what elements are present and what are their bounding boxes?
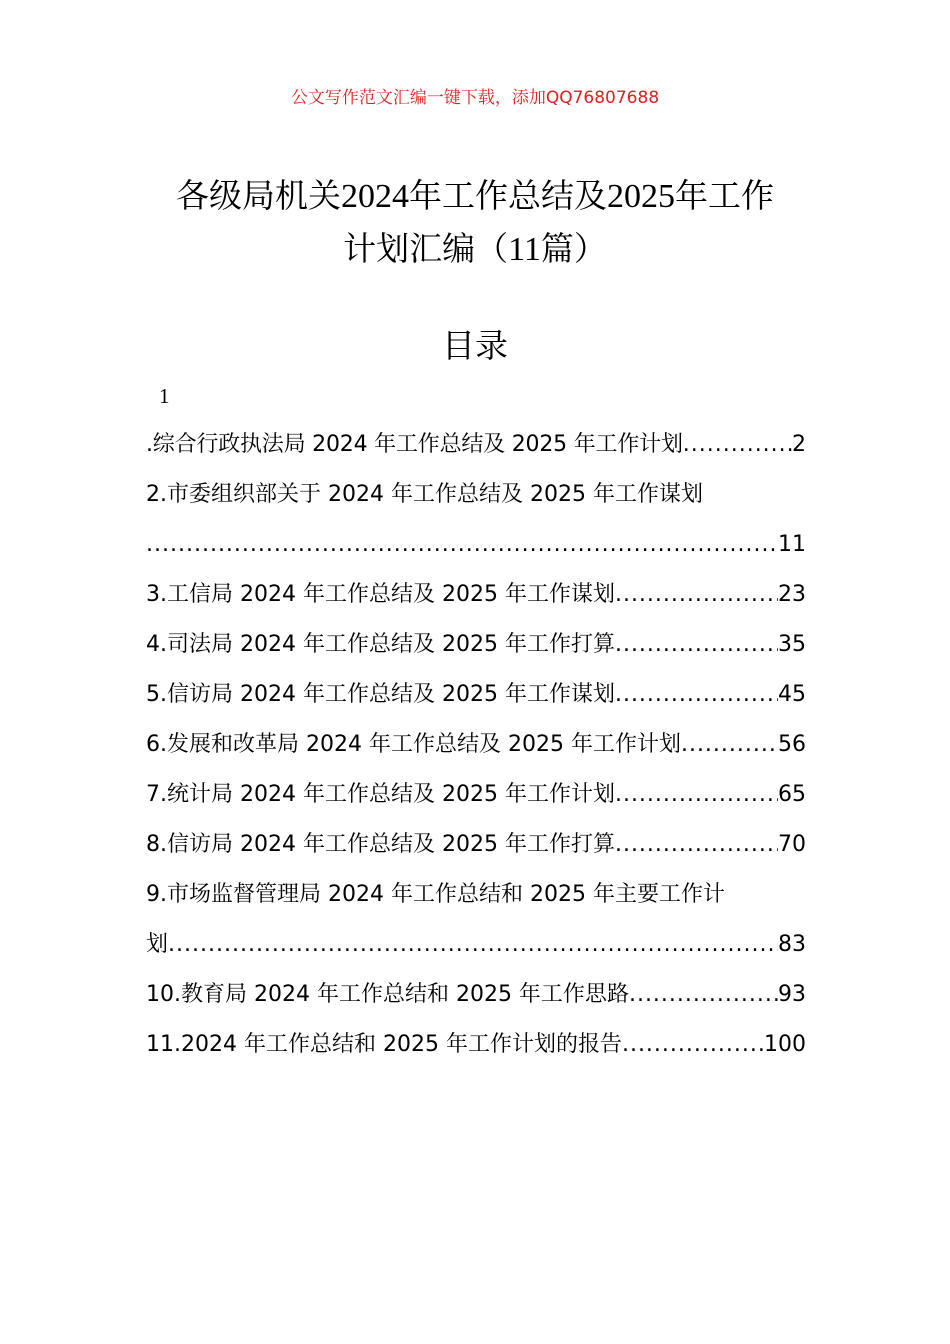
toc-entry[interactable] xyxy=(146,770,806,820)
toc-leader xyxy=(168,920,778,970)
toc-entry-title: 6.发展和改革局 2024 年工作总结及 2025 年工作计划 xyxy=(146,732,681,757)
toc-entry-continuation[interactable] xyxy=(146,520,806,570)
toc-entry-page: 11 xyxy=(778,532,806,557)
title-year: 2024 xyxy=(341,178,409,215)
toc-entry-page: 65 xyxy=(778,782,806,807)
download-banner[interactable]: 公文写作范文汇编一键下载，添加QQ76807688 xyxy=(290,88,660,108)
toc-entry-title: 10.教育局 2024 年工作总结和 2025 年工作思路 xyxy=(146,982,629,1007)
toc-entry[interactable] xyxy=(146,620,806,670)
toc-entry-title: 7.统计局 2024 年工作总结及 2025 年工作计划 xyxy=(146,782,615,807)
toc-entry-title: 5.信访局 2024 年工作总结及 2025 年工作谋划 xyxy=(146,682,615,707)
toc-leader xyxy=(615,820,778,870)
title-line-2 xyxy=(0,223,950,276)
toc-entry-title: 3.工信局 2024 年工作总结及 2025 年工作谋划 xyxy=(146,582,615,607)
toc-leader xyxy=(629,970,778,1020)
toc-leader xyxy=(683,420,792,470)
title-text: 篇） xyxy=(540,229,607,268)
toc-entry-page: 45 xyxy=(778,682,806,707)
toc-entry[interactable] xyxy=(146,570,806,620)
toc-leader xyxy=(615,670,778,720)
toc-entry-page: 35 xyxy=(778,632,806,657)
toc-entry-page: 56 xyxy=(778,732,806,757)
toc-entry-title: 4.司法局 2024 年工作总结及 2025 年工作打算 xyxy=(146,632,615,657)
title-line-1 xyxy=(0,170,950,223)
toc-entry[interactable] xyxy=(146,470,806,520)
title-text: 各级局机关 xyxy=(176,176,341,215)
title-count: 11 xyxy=(508,231,541,268)
toc-entry-page: 93 xyxy=(778,982,806,1007)
toc-entry[interactable] xyxy=(146,820,806,870)
toc-entry[interactable] xyxy=(146,870,806,920)
toc-entry[interactable] xyxy=(146,420,806,470)
toc-leader xyxy=(615,770,778,820)
table-of-contents xyxy=(146,420,806,1070)
toc-leader xyxy=(615,620,778,670)
toc-leader xyxy=(615,570,778,620)
toc-entry-page: 83 xyxy=(778,932,806,957)
toc-entry-title: 2.市委组织部关于 2024 年工作总结及 2025 年工作谋划 xyxy=(146,482,703,507)
toc-entry-title: 9.市场监督管理局 2024 年工作总结和 2025 年主要工作计 xyxy=(146,882,725,907)
toc-entry-title: 8.信访局 2024 年工作总结及 2025 年工作打算 xyxy=(146,832,615,857)
toc-entry-continuation[interactable] xyxy=(146,920,806,970)
toc-entry-title: 11.2024 年工作总结和 2025 年工作计划的报告 xyxy=(146,1032,622,1057)
toc-heading: 目录 xyxy=(442,326,508,365)
title-text: 计划汇编（ xyxy=(343,229,509,268)
toc-leader xyxy=(681,720,778,770)
toc-entry-title: .综合行政执法局 2024 年工作总结及 2025 年工作计划 xyxy=(146,432,683,457)
toc-entry[interactable] xyxy=(146,970,806,1020)
title-text: 年工作 xyxy=(675,176,774,215)
toc-entry-page: 23 xyxy=(778,582,806,607)
toc-entry[interactable] xyxy=(146,720,806,770)
toc-leader xyxy=(622,1020,764,1070)
toc-entry[interactable] xyxy=(146,1020,806,1070)
toc-entry-page: 100 xyxy=(764,1032,806,1057)
document-title xyxy=(0,170,950,276)
toc-entry-page: 70 xyxy=(778,832,806,857)
toc-first-number: 1 xyxy=(159,384,170,408)
toc-entry-page: 2 xyxy=(792,432,806,457)
toc-entry-title: 划 xyxy=(146,932,169,957)
title-year: 2025 xyxy=(607,178,675,215)
title-text: 年工作总结及 xyxy=(409,176,607,215)
toc-entry[interactable] xyxy=(146,670,806,720)
toc-leader xyxy=(146,520,778,570)
